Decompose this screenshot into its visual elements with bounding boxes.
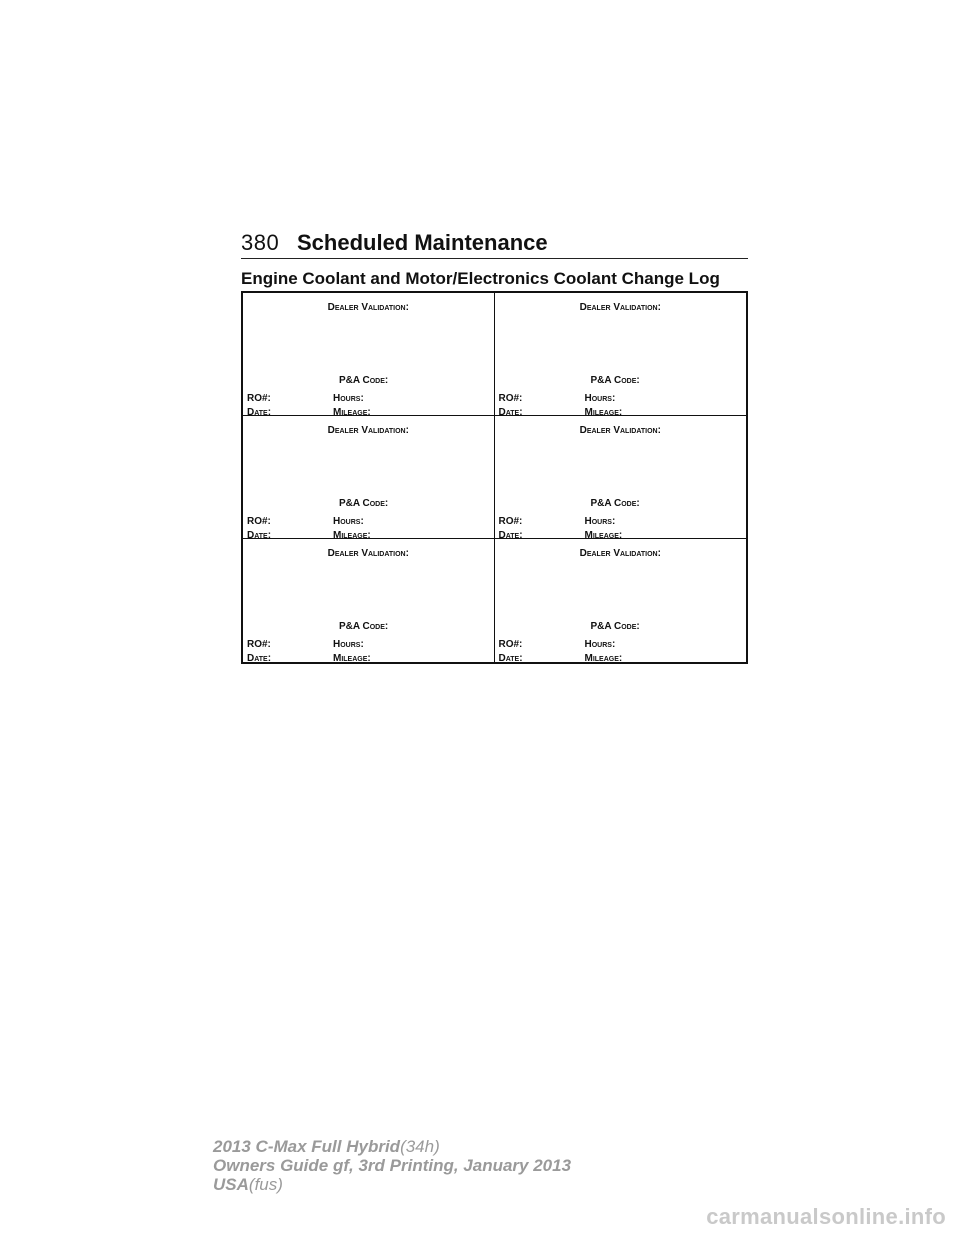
log-entry-cell <box>495 416 747 539</box>
date-label: Date: <box>247 407 272 418</box>
pa-code-label: P&A Code: <box>339 498 389 509</box>
mileage-label: Mileage: <box>584 653 623 664</box>
ro-number-label: RO#: <box>498 639 523 650</box>
footer-market: USA <box>213 1175 249 1194</box>
log-entry-cell <box>243 539 495 662</box>
pa-code-label: P&A Code: <box>339 375 389 386</box>
date-label: Date: <box>247 530 272 541</box>
log-entry-cell <box>243 416 495 539</box>
pa-code-label: P&A Code: <box>590 498 640 509</box>
footer-model: 2013 C-Max Full Hybrid <box>213 1137 401 1156</box>
mileage-label: Mileage: <box>584 407 623 418</box>
footer-line-3 <box>213 1175 571 1194</box>
pa-code-label: P&A Code: <box>590 375 640 386</box>
ro-number-label: RO#: <box>247 639 271 650</box>
pa-code-label: P&A Code: <box>590 621 640 632</box>
dealer-validation-label: Dealer Validation: <box>327 425 409 436</box>
dealer-validation-label: Dealer Validation: <box>579 302 661 313</box>
hours-label: Hours: <box>333 639 364 650</box>
ro-number-label: RO#: <box>498 516 523 527</box>
mileage-label: Mileage: <box>333 407 371 418</box>
date-label: Date: <box>498 407 523 418</box>
hours-label: Hours: <box>333 393 364 404</box>
dealer-validation-label: Dealer Validation: <box>579 425 661 436</box>
ro-number-label: RO#: <box>247 393 271 404</box>
document-footer <box>213 1137 571 1194</box>
mileage-label: Mileage: <box>333 653 371 664</box>
mileage-label: Mileage: <box>584 530 623 541</box>
coolant-change-log-table <box>241 291 748 664</box>
dealer-validation-label: Dealer Validation: <box>327 548 409 559</box>
chapter-title: Scheduled Maintenance <box>297 230 548 255</box>
footer-line-1 <box>213 1137 571 1156</box>
log-entry-cell <box>495 539 747 662</box>
mileage-label: Mileage: <box>333 530 371 541</box>
log-entry-cell <box>243 293 495 416</box>
ro-number-label: RO#: <box>247 516 271 527</box>
site-watermark: carmanualsonline.info <box>706 1204 946 1229</box>
date-label: Date: <box>498 653 523 664</box>
dealer-validation-label: Dealer Validation: <box>327 302 409 313</box>
footer-line-2: Owners Guide gf, 3rd Printing, January 2013 <box>213 1156 572 1175</box>
page-header <box>241 228 748 259</box>
date-label: Date: <box>247 653 272 664</box>
page-number: 380 <box>241 230 280 255</box>
hours-label: Hours: <box>584 516 616 527</box>
pa-code-label: P&A Code: <box>339 621 389 632</box>
log-entry-cell <box>495 293 747 416</box>
date-label: Date: <box>498 530 523 541</box>
footer-market-code: (fus) <box>248 1175 283 1194</box>
hours-label: Hours: <box>333 516 364 527</box>
dealer-validation-label: Dealer Validation: <box>579 548 661 559</box>
section-title: Engine Coolant and Motor/Electronics Coolant Change Log <box>241 269 720 288</box>
hours-label: Hours: <box>584 393 616 404</box>
ro-number-label: RO#: <box>498 393 523 404</box>
footer-model-code: (34h) <box>400 1137 440 1156</box>
hours-label: Hours: <box>584 639 616 650</box>
